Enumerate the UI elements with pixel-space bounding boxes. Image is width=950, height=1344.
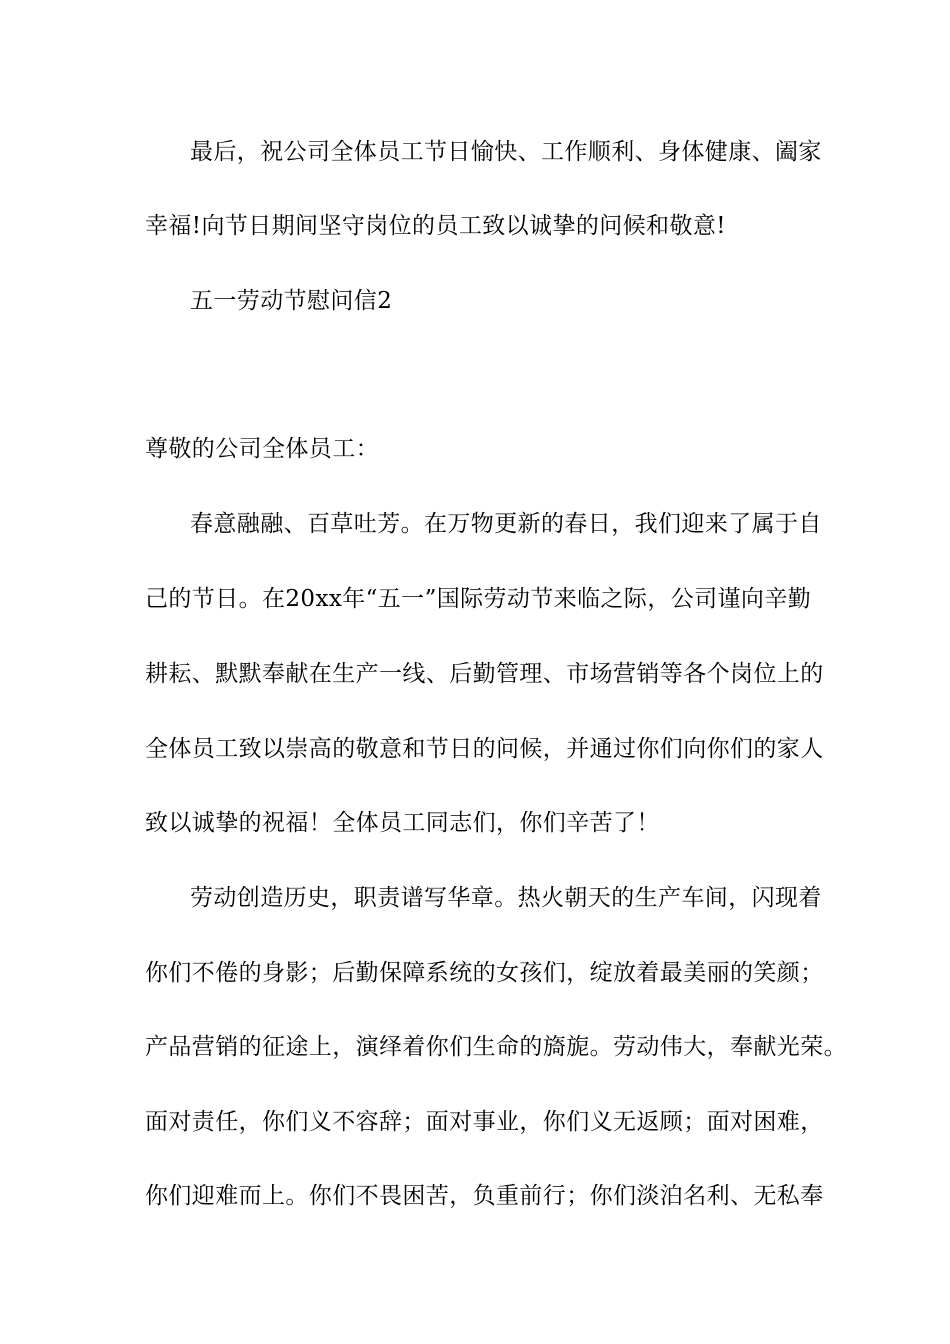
paragraph-line: 春意融融、百草吐芳。在万物更新的春日，我们迎来了属于自 [190, 511, 822, 537]
paragraph-line: 劳动创造历史，职责谱写华章。热火朝天的生产车间，闪现着 [190, 885, 822, 911]
paragraph-line: 全体员工致以崇高的敬意和节日的问候，并通过你们向你们的家人 [145, 736, 824, 762]
paragraph-line: 最后，祝公司全体员工节日愉快、工作顺利、身体健康、阖家 [190, 139, 822, 165]
section-heading: 五一劳动节慰问信2 [190, 288, 393, 314]
paragraph-line: 产品营销的征途上，演绎着你们生命的旖旎。劳动伟大，奉献光荣。 [145, 1034, 847, 1060]
paragraph-line: 你们不倦的身影；后勤保障系统的女孩们，绽放着最美丽的笑颜； [145, 960, 824, 986]
paragraph-line: 致以诚挚的祝福！全体员工同志们，你们辛苦了！ [145, 810, 660, 836]
paragraph-line: 你们迎难而上。你们不畏困苦，负重前行；你们淡泊名利、无私奉 [145, 1183, 824, 1209]
salutation: 尊敬的公司全体员工： [145, 436, 379, 462]
paragraph-line: 己的节日。在20xx年“五一”国际劳动节来临之际，公司谨向辛勤 [145, 586, 812, 612]
paragraph-line: 幸福!向节日期间坚守岗位的员工致以诚挚的问候和敬意! [145, 213, 726, 239]
paragraph-line: 耕耘、默默奉献在生产一线、后勤管理、市场营销等各个岗位上的 [145, 661, 824, 687]
paragraph-line: 面对责任，你们义不容辞；面对事业，你们义无返顾；面对困难， [145, 1109, 824, 1135]
